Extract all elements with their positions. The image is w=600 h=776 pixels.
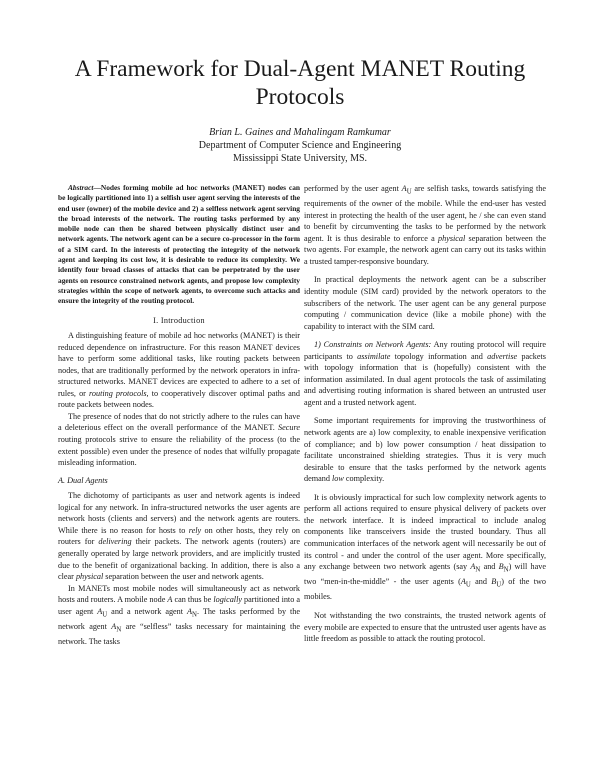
constraints-paragraph: 1) Constraints on Network Agents: Any routing protocol will require participants to assimilate topology information and advertise packets with topology information that is (hopefully) consistent with the information assimilated. In dual agent protocols the task of assimilating and advertising routing information is shared between an untrusted user agent and a trusted network agent.	[304, 340, 546, 407]
requirements-paragraph: Some important requirements for improving the trustworthiness of network agents are a) low complexity, to enable inexpensive verification of compliance; and b) low power consumption / heat dissipation to facilitate unconstrained shielding strategies. Thus it is very much desirable to ensure that the tasks performed by the network agents demand low complexity.	[304, 416, 546, 484]
intro-paragraph-1: A distinguishing feature of mobile ad hoc networks (MANET) is their reduced dependence on infrastructure. For this reason MANET devices have to perform some additional tasks, like routing packets between nodes, that are traditionally performed by the network operators in infra-structured networks. MANET devices are expected to adhere to a set of rules, or routing protocols, to cooperatively discover optimal paths and route packets between nodes.	[58, 331, 300, 410]
sim-card-paragraph: In practical deployments the network agent can be a subscriber identity module (SIM card) provided by the network operators to the subscribers of the network. The user agent can be any general purpose computing / communication device (like a mobile phone) with the capability to interact with the SIM card.	[304, 275, 546, 331]
author-department: Department of Computer Science and Engineering	[198, 140, 402, 152]
right-column	[304, 183, 546, 645]
dual-agents-paragraph-1: The dichotomy of participants as user and network agents is indeed logical for any network. In infra-structured networks the user agents are network hosts (clients and servers) and the network agents are routers. While there is no reason for hosts to rely on other hosts, they rely on routers for delivering their packets. The network agents (routers) are generally operated by large network providers, and are implicitly trusted due to the benefit of organizational backing. In addition, there is also a clear physical separation between the user and network agents.	[58, 491, 300, 582]
continued-paragraph: performed by the user agent $A_U$ are selfish tasks, towards satisfying the requirements of the owner of the mobile. While the end-user has vested interest in protecting the health of the user agent, he / she can even stand to benefit by circumventing the tasks to be performed by the network agent. It is thus desirable to enforce a physical separation between the two agents. For example, the network agent can carry out its tasks within a trusted tamper-responsive boundary.	[304, 184, 546, 266]
author-university: Mississippi State University, MS.	[232, 153, 368, 165]
notwithstanding-paragraph: Not withstanding the two constraints, the trusted network agents of every mobile are expected to ensure that the untrusted user agents have as little freedom as possible to attack the routing protocol.	[304, 610, 546, 644]
constraints-heading: 1) Constraints on Network Agents:	[314, 340, 432, 350]
abstract	[58, 183, 300, 307]
paper-title: A Framework for Dual-Agent MANET Routing Protocols	[74, 56, 526, 110]
abstract-label: Abstract	[68, 183, 94, 192]
subsection-heading-dual-agents: A. Dual Agents	[58, 475, 108, 485]
abstract-text: —Nodes forming mobile ad hoc networks (MANET) nodes can be logically partitioned into 1) a selfish user agent serving the interests of the end user (owner) of the mobile device and 2) a selfless network agent serving the broad interests of the network. The routing tasks performed by any mobile node can then be shared between physically distinct user and network agents. The network agent can be a secure co-processor in the form of a SIM card. In the interests of protecting the integrity of the network agent and keeping its cost low, it is desirable to reduce its complexity. We identify four broad classes of attacks that can be perpetrated by the user agents on resource constrained network agents, and propose low complexity strategies within the scope of network agents, to overcome such attacks and ensure the integrity of the routing protocol.	[58, 183, 300, 306]
dual-agents-paragraph-2: In MANETs most mobile nodes will simultaneously act as network hosts and routers. A mobile node A can thus be logically partitioned into a user agent $A_U$ and a network agent $A_N$. The tasks performed by the network agent $A_N$ are “selfless” tasks necessary for maintaining the network. The tasks	[58, 583, 301, 647]
left-column	[58, 183, 300, 648]
author-block	[60, 126, 540, 166]
author-names: Brian L. Gaines and Mahalingam Ramkumar	[209, 127, 391, 138]
section-heading-introduction: I. Introduction	[153, 315, 205, 325]
impractical-paragraph: It is obviously impractical for such low complexity network agents to perform all actions required to ensure physical delivery of packets over the network interface. It is indeed impractical to include analog components like transceivers inside the trusted boundary. Thus all communication interfaces of the network agent will necessarily be out of its control - and under the control of the user agent. More specifically, any exchange between two network agents (say $A_N$ and $B_N$) will have two “men-in-the-middle” - the user agents ($A_U$ and $B_U$) of the two mobiles.	[304, 492, 546, 602]
intro-paragraph-2: The presence of nodes that do not strictly adhere to the rules can have a deleterious effect on the overall performance of the MANET. Secure routing protocols strive to ensure the reliability of the process (to the extent possible) even under the presence of nodes that wilfully propagate misleading information.	[58, 411, 300, 468]
